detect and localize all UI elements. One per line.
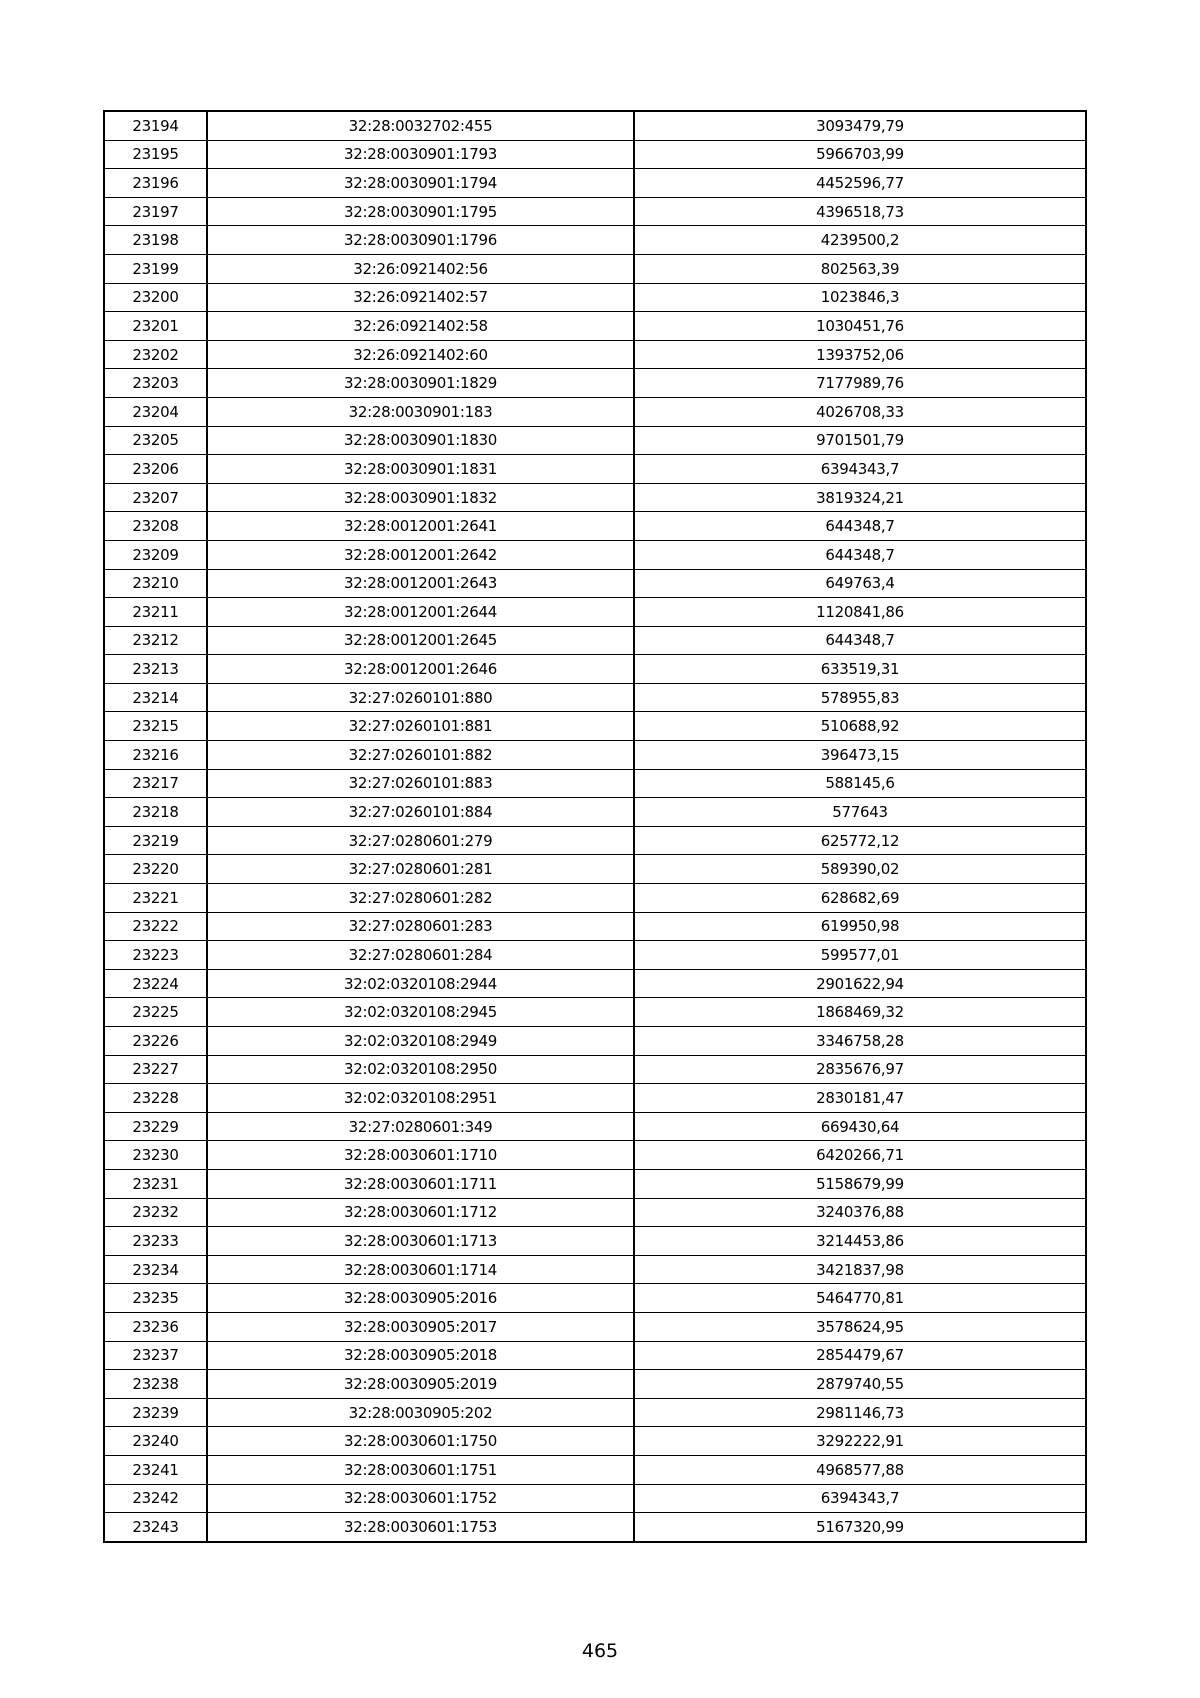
- row-number-cell: 23223: [104, 941, 207, 970]
- cadastral-number-cell: 32:28:0030901:1832: [207, 483, 634, 512]
- table-row: [104, 1255, 1086, 1284]
- cadastral-value-cell: 5167320,99: [634, 1513, 1086, 1542]
- cadastral-number-cell: 32:27:0280601:282: [207, 884, 634, 913]
- cadastral-value-table: [103, 110, 1087, 1543]
- cadastral-value-cell: 669430,64: [634, 1112, 1086, 1141]
- cadastral-number-cell: 32:28:0032702:455: [207, 111, 634, 140]
- table-row: [104, 598, 1086, 627]
- cadastral-number-cell: 32:27:0280601:284: [207, 941, 634, 970]
- cadastral-number-cell: 32:28:0030601:1714: [207, 1255, 634, 1284]
- row-number-cell: 23232: [104, 1198, 207, 1227]
- row-number-cell: 23219: [104, 826, 207, 855]
- table-row: [104, 426, 1086, 455]
- cadastral-value-cell: 4026708,33: [634, 397, 1086, 426]
- cadastral-value-cell: 649763,4: [634, 569, 1086, 598]
- cadastral-number-cell: 32:27:0280601:349: [207, 1112, 634, 1141]
- table-row: [104, 1427, 1086, 1456]
- cadastral-number-cell: 32:28:0030901:1830: [207, 426, 634, 455]
- cadastral-number-cell: 32:27:0260101:884: [207, 798, 634, 827]
- cadastral-number-cell: 32:28:0030601:1710: [207, 1141, 634, 1170]
- row-number-cell: 23221: [104, 884, 207, 913]
- table-row: [104, 111, 1086, 140]
- cadastral-value-cell: 5158679,99: [634, 1169, 1086, 1198]
- cadastral-number-cell: 32:28:0030901:1795: [207, 197, 634, 226]
- cadastral-value-cell: 619950,98: [634, 912, 1086, 941]
- row-number-cell: 23234: [104, 1255, 207, 1284]
- cadastral-number-cell: 32:26:0921402:60: [207, 340, 634, 369]
- row-number-cell: 23225: [104, 998, 207, 1027]
- table-row: [104, 1398, 1086, 1427]
- table-row: [104, 340, 1086, 369]
- table-row: [104, 283, 1086, 312]
- cadastral-number-cell: 32:28:0030905:2018: [207, 1341, 634, 1370]
- row-number-cell: 23239: [104, 1398, 207, 1427]
- cadastral-value-cell: 599577,01: [634, 941, 1086, 970]
- cadastral-value-cell: 4239500,2: [634, 226, 1086, 255]
- table-row: [104, 1455, 1086, 1484]
- table-row: [104, 683, 1086, 712]
- cadastral-value-cell: 578955,83: [634, 683, 1086, 712]
- row-number-cell: 23197: [104, 197, 207, 226]
- table-row: [104, 1370, 1086, 1399]
- cadastral-value-cell: 1030451,76: [634, 312, 1086, 341]
- cadastral-number-cell: 32:28:0030601:1711: [207, 1169, 634, 1198]
- table-row: [104, 741, 1086, 770]
- cadastral-number-cell: 32:02:0320108:2951: [207, 1084, 634, 1113]
- row-number-cell: 23238: [104, 1370, 207, 1399]
- row-number-cell: 23212: [104, 626, 207, 655]
- row-number-cell: 23222: [104, 912, 207, 941]
- table-row: [104, 826, 1086, 855]
- cadastral-number-cell: 32:28:0030901:1831: [207, 455, 634, 484]
- cadastral-value-cell: 2901622,94: [634, 969, 1086, 998]
- cadastral-value-cell: 4452596,77: [634, 169, 1086, 198]
- table-row: [104, 169, 1086, 198]
- cadastral-value-cell: 3240376,88: [634, 1198, 1086, 1227]
- row-number-cell: 23200: [104, 283, 207, 312]
- table-row: [104, 798, 1086, 827]
- row-number-cell: 23203: [104, 369, 207, 398]
- cadastral-number-cell: 32:26:0921402:56: [207, 254, 634, 283]
- cadastral-number-cell: 32:28:0012001:2643: [207, 569, 634, 598]
- cadastral-number-cell: 32:28:0030601:1713: [207, 1227, 634, 1256]
- cadastral-number-cell: 32:28:0030905:202: [207, 1398, 634, 1427]
- cadastral-number-cell: 32:28:0030901:183: [207, 397, 634, 426]
- table-row: [104, 140, 1086, 169]
- table-row: [104, 1341, 1086, 1370]
- cadastral-number-cell: 32:28:0012001:2644: [207, 598, 634, 627]
- cadastral-value-cell: 6420266,71: [634, 1141, 1086, 1170]
- table-row: [104, 1027, 1086, 1056]
- cadastral-value-cell: 1393752,06: [634, 340, 1086, 369]
- row-number-cell: 23199: [104, 254, 207, 283]
- cadastral-value-cell: 5464770,81: [634, 1284, 1086, 1313]
- table-row: [104, 540, 1086, 569]
- page-number: 465: [581, 1640, 619, 1662]
- cadastral-value-cell: 2854479,67: [634, 1341, 1086, 1370]
- table-row: [104, 1227, 1086, 1256]
- cadastral-number-cell: 32:28:0030601:1712: [207, 1198, 634, 1227]
- cadastral-number-cell: 32:28:0012001:2642: [207, 540, 634, 569]
- cadastral-number-cell: 32:28:0030601:1753: [207, 1513, 634, 1542]
- table-row: [104, 969, 1086, 998]
- table-row: [104, 941, 1086, 970]
- row-number-cell: 23231: [104, 1169, 207, 1198]
- cadastral-number-cell: 32:28:0012001:2646: [207, 655, 634, 684]
- cadastral-number-cell: 32:28:0012001:2645: [207, 626, 634, 655]
- cadastral-value-cell: 3214453,86: [634, 1227, 1086, 1256]
- table-row: [104, 1513, 1086, 1542]
- cadastral-number-cell: 32:26:0921402:57: [207, 283, 634, 312]
- cadastral-number-cell: 32:27:0260101:882: [207, 741, 634, 770]
- cadastral-value-cell: 396473,15: [634, 741, 1086, 770]
- row-number-cell: 23241: [104, 1455, 207, 1484]
- row-number-cell: 23205: [104, 426, 207, 455]
- row-number-cell: 23213: [104, 655, 207, 684]
- table-row: [104, 712, 1086, 741]
- cadastral-value-cell: 625772,12: [634, 826, 1086, 855]
- row-number-cell: 23211: [104, 598, 207, 627]
- cadastral-value-cell: 3093479,79: [634, 111, 1086, 140]
- cadastral-value-cell: 588145,6: [634, 769, 1086, 798]
- cadastral-number-cell: 32:28:0030901:1796: [207, 226, 634, 255]
- cadastral-number-cell: 32:28:0030905:2017: [207, 1312, 634, 1341]
- cadastral-value-cell: 633519,31: [634, 655, 1086, 684]
- table-row: [104, 455, 1086, 484]
- row-number-cell: 23217: [104, 769, 207, 798]
- row-number-cell: 23229: [104, 1112, 207, 1141]
- row-number-cell: 23204: [104, 397, 207, 426]
- row-number-cell: 23194: [104, 111, 207, 140]
- table-row: [104, 369, 1086, 398]
- row-number-cell: 23235: [104, 1284, 207, 1313]
- table-row: [104, 226, 1086, 255]
- cadastral-value-cell: 3421837,98: [634, 1255, 1086, 1284]
- cadastral-number-cell: 32:02:0320108:2949: [207, 1027, 634, 1056]
- table-row: [104, 655, 1086, 684]
- table-row: [104, 512, 1086, 541]
- cadastral-number-cell: 32:28:0030901:1793: [207, 140, 634, 169]
- cadastral-value-cell: 644348,7: [634, 512, 1086, 541]
- table-row: [104, 1084, 1086, 1113]
- table-row: [104, 884, 1086, 913]
- cadastral-number-cell: 32:28:0030601:1752: [207, 1484, 634, 1513]
- cadastral-value-cell: 644348,7: [634, 540, 1086, 569]
- row-number-cell: 23237: [104, 1341, 207, 1370]
- row-number-cell: 23240: [104, 1427, 207, 1456]
- cadastral-number-cell: 32:27:0280601:279: [207, 826, 634, 855]
- cadastral-number-cell: 32:28:0030601:1751: [207, 1455, 634, 1484]
- cadastral-value-cell: 802563,39: [634, 254, 1086, 283]
- cadastral-number-cell: 32:28:0012001:2641: [207, 512, 634, 541]
- cadastral-number-cell: 32:27:0280601:281: [207, 855, 634, 884]
- table-row: [104, 855, 1086, 884]
- row-number-cell: 23218: [104, 798, 207, 827]
- cadastral-value-cell: 577643: [634, 798, 1086, 827]
- row-number-cell: 23236: [104, 1312, 207, 1341]
- row-number-cell: 23227: [104, 1055, 207, 1084]
- row-number-cell: 23215: [104, 712, 207, 741]
- cadastral-value-cell: 2835676,97: [634, 1055, 1086, 1084]
- cadastral-value-cell: 4968577,88: [634, 1455, 1086, 1484]
- table-row: [104, 1484, 1086, 1513]
- cadastral-value-cell: 1120841,86: [634, 598, 1086, 627]
- cadastral-number-cell: 32:27:0260101:881: [207, 712, 634, 741]
- table-row: [104, 397, 1086, 426]
- cadastral-value-cell: 6394343,7: [634, 1484, 1086, 1513]
- row-number-cell: 23216: [104, 741, 207, 770]
- cadastral-value-cell: 2981146,73: [634, 1398, 1086, 1427]
- table-row: [104, 1312, 1086, 1341]
- cadastral-value-cell: 628682,69: [634, 884, 1086, 913]
- cadastral-value-cell: 644348,7: [634, 626, 1086, 655]
- cadastral-value-cell: 2879740,55: [634, 1370, 1086, 1399]
- row-number-cell: 23208: [104, 512, 207, 541]
- row-number-cell: 23198: [104, 226, 207, 255]
- row-number-cell: 23201: [104, 312, 207, 341]
- table-row: [104, 998, 1086, 1027]
- cadastral-value-cell: 2830181,47: [634, 1084, 1086, 1113]
- cadastral-value-cell: 3346758,28: [634, 1027, 1086, 1056]
- table-row: [104, 312, 1086, 341]
- row-number-cell: 23233: [104, 1227, 207, 1256]
- row-number-cell: 23224: [104, 969, 207, 998]
- cadastral-number-cell: 32:28:0030901:1794: [207, 169, 634, 198]
- table-row: [104, 1112, 1086, 1141]
- cadastral-value-cell: 7177989,76: [634, 369, 1086, 398]
- table-body: [104, 111, 1086, 1542]
- cadastral-number-cell: 32:28:0030901:1829: [207, 369, 634, 398]
- table-row: [104, 197, 1086, 226]
- table-row: [104, 912, 1086, 941]
- row-number-cell: 23209: [104, 540, 207, 569]
- cadastral-number-cell: 32:28:0030905:2016: [207, 1284, 634, 1313]
- row-number-cell: 23202: [104, 340, 207, 369]
- row-number-cell: 23230: [104, 1141, 207, 1170]
- cadastral-value-cell: 1868469,32: [634, 998, 1086, 1027]
- row-number-cell: 23207: [104, 483, 207, 512]
- table-row: [104, 254, 1086, 283]
- row-number-cell: 23214: [104, 683, 207, 712]
- cadastral-value-cell: 510688,92: [634, 712, 1086, 741]
- cadastral-value-cell: 589390,02: [634, 855, 1086, 884]
- cadastral-value-cell: 9701501,79: [634, 426, 1086, 455]
- table-row: [104, 626, 1086, 655]
- row-number-cell: 23243: [104, 1513, 207, 1542]
- row-number-cell: 23206: [104, 455, 207, 484]
- cadastral-number-cell: 32:28:0030905:2019: [207, 1370, 634, 1399]
- cadastral-value-cell: 3292222,91: [634, 1427, 1086, 1456]
- table-row: [104, 1284, 1086, 1313]
- table-row: [104, 1198, 1086, 1227]
- table-row: [104, 1141, 1086, 1170]
- row-number-cell: 23220: [104, 855, 207, 884]
- table-row: [104, 769, 1086, 798]
- row-number-cell: 23195: [104, 140, 207, 169]
- table-row: [104, 569, 1086, 598]
- cadastral-value-cell: 4396518,73: [634, 197, 1086, 226]
- cadastral-value-cell: 3578624,95: [634, 1312, 1086, 1341]
- cadastral-value-cell: 6394343,7: [634, 455, 1086, 484]
- row-number-cell: 23228: [104, 1084, 207, 1113]
- cadastral-number-cell: 32:02:0320108:2944: [207, 969, 634, 998]
- table-row: [104, 483, 1086, 512]
- cadastral-value-cell: 3819324,21: [634, 483, 1086, 512]
- table-row: [104, 1169, 1086, 1198]
- row-number-cell: 23226: [104, 1027, 207, 1056]
- row-number-cell: 23242: [104, 1484, 207, 1513]
- cadastral-number-cell: 32:27:0280601:283: [207, 912, 634, 941]
- cadastral-number-cell: 32:27:0260101:880: [207, 683, 634, 712]
- row-number-cell: 23196: [104, 169, 207, 198]
- cadastral-number-cell: 32:28:0030601:1750: [207, 1427, 634, 1456]
- cadastral-number-cell: 32:26:0921402:58: [207, 312, 634, 341]
- cadastral-number-cell: 32:02:0320108:2950: [207, 1055, 634, 1084]
- cadastral-value-cell: 1023846,3: [634, 283, 1086, 312]
- table-row: [104, 1055, 1086, 1084]
- cadastral-number-cell: 32:27:0260101:883: [207, 769, 634, 798]
- cadastral-number-cell: 32:02:0320108:2945: [207, 998, 634, 1027]
- cadastral-value-cell: 5966703,99: [634, 140, 1086, 169]
- row-number-cell: 23210: [104, 569, 207, 598]
